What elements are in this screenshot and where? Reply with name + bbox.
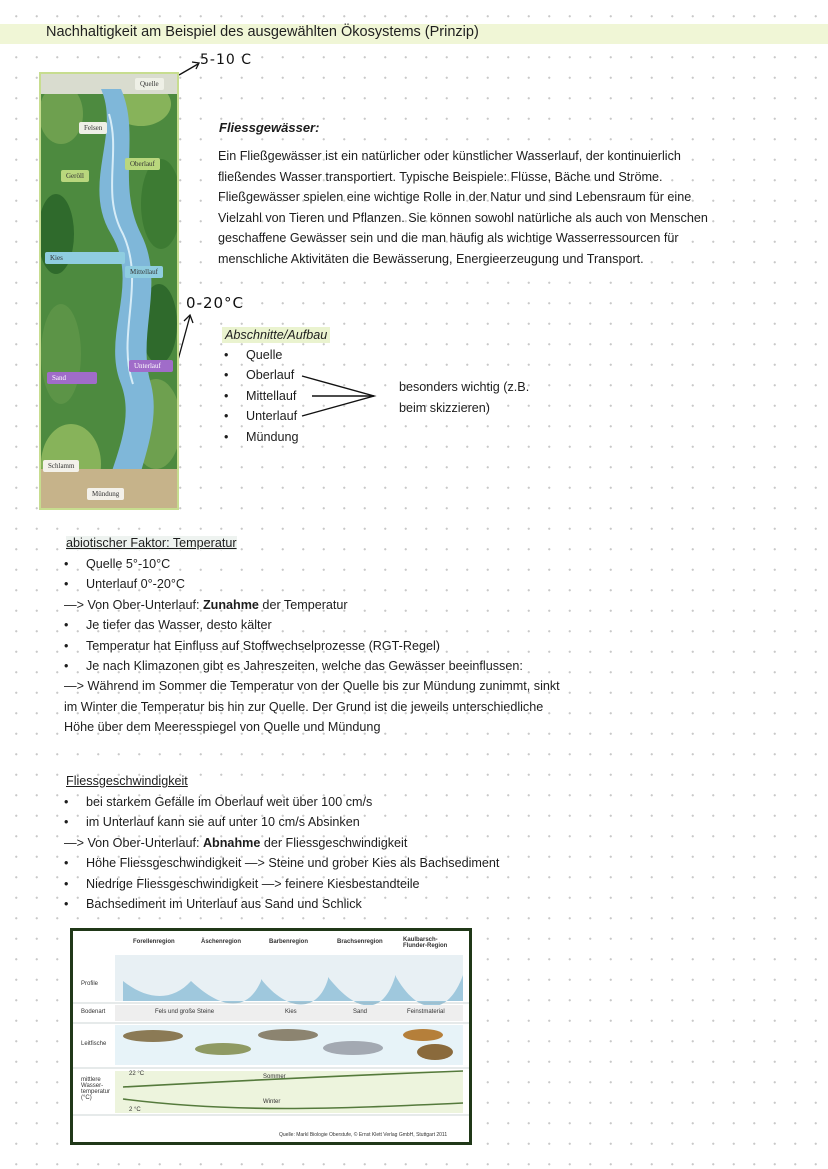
- temp-low-label: 2 °C: [129, 1107, 141, 1113]
- annotation-temp-source: 5-10 C: [200, 52, 252, 68]
- list-item: • Oberlauf: [224, 368, 295, 383]
- river-label-sand: Sand: [47, 372, 97, 384]
- temperature-list: [64, 554, 664, 738]
- region-kaulbarsch: Kaulbarsch- Flunder-Region: [403, 937, 448, 949]
- annotation-temp-range: 0-20°C: [186, 294, 245, 312]
- region-brachse: Brachsenregion: [337, 939, 383, 945]
- soil-label: Sand: [353, 1009, 368, 1015]
- river-label-schlamm: Schlamm: [43, 460, 79, 472]
- winter-label: Winter: [263, 1099, 281, 1105]
- list-item: • Unterlauf 0°-20°C: [64, 577, 185, 592]
- intro-paragraph: [218, 146, 778, 269]
- list-item: • Unterlauf: [224, 409, 298, 424]
- river-label-mittellauf: Mittellauf: [125, 266, 163, 278]
- temperature-paragraph-line: im Winter die Temperatur bis hin zur Quelle. Der Grund ist die jeweils unterschiedliche: [64, 699, 544, 714]
- soil-label: Kies: [285, 1009, 297, 1015]
- sections-bracket-arrow: [298, 372, 382, 422]
- intro-heading: Fliessgewässer:: [219, 120, 320, 135]
- intro-line: Vielzahl von Tieren und Pflanzen. Sie können sowohl natürliche als auch von Menschen: [218, 210, 708, 225]
- temp-high-label: 22 °C: [129, 1071, 145, 1077]
- soil-label: Fels und große Steine: [155, 1009, 215, 1015]
- temperature-arrow-line: —> Von Ober-Unterlauf: Zunahme der Temperatur: [64, 597, 348, 612]
- region-forelle: Forellenregion: [133, 939, 175, 945]
- river-illustration: [39, 72, 179, 510]
- page-title: Nachhaltigkeit am Beispiel des ausgewählten Ökosystems (Prinzip): [46, 24, 479, 40]
- list-item: • Mündung: [224, 429, 299, 444]
- soil-label: Feinstmaterial: [407, 1009, 445, 1015]
- list-item: • Quelle: [224, 348, 283, 362]
- river-label-quelle: Quelle: [135, 78, 164, 90]
- sections-heading: Abschnitte/Aufbau: [222, 327, 330, 343]
- river-label-unterlauf: Unterlauf: [129, 360, 173, 372]
- river-label-geroell: Geröll: [61, 170, 89, 182]
- region-aesche: Äschenregion: [201, 939, 242, 945]
- intro-line: fließendes Wasser transportiert. Typische Beispiele: Flüsse, Bäche und Ströme.: [218, 169, 663, 184]
- list-item: • bei starkem Gefälle im Oberlauf weit über 100 cm/s: [64, 795, 373, 809]
- temperature-paragraph-line: —> Während im Sommer die Temperatur von der Quelle bis zur Mündung zunimmt, sinkt: [64, 679, 560, 694]
- intro-line: Ein Fließgewässer ist ein natürlicher oder künstlicher Wasserlauf, der kontinuierlich: [218, 149, 681, 163]
- region-barbe: Barbenregion: [269, 939, 309, 945]
- river-drawing: [41, 74, 177, 508]
- list-item: • Temperatur hat Einfluss auf Stoffwechselprozesse (RGT-Regel): [64, 638, 440, 653]
- row-label-fish: Leitfische: [81, 1041, 107, 1047]
- figure-source: Quelle: Markl Biologie Oberstufe, © Ernst Klett Verlag GmbH, Stuttgart 2011: [279, 1132, 448, 1138]
- flow-arrow-line: —> Von Ober-Unterlauf: Abnahme der Fliessgeschwindigkeit: [64, 835, 408, 850]
- list-item: • Je nach Klimazonen gibt es Jahreszeiten, welche das Gewässer beeinflussen:: [64, 659, 523, 674]
- list-item: • Quelle 5°-10°C: [64, 557, 171, 571]
- intro-line: Fließgewässer spielen eine wichtige Rolle in der Natur und sind Lebensraum für eine: [218, 190, 692, 204]
- river-label-kies: Kies: [45, 252, 125, 264]
- sections-note: besonders wichtig (z.B. beim skizzieren): [399, 380, 530, 415]
- river-label-oberlauf: Oberlauf: [125, 158, 160, 170]
- intro-line: menschliche Aktivitäten die Bewässerung, Energieerzeugung und Transport.: [218, 251, 644, 266]
- row-label-soil: Bodenart: [81, 1009, 106, 1015]
- river-label-muendung: Mündung: [87, 488, 124, 500]
- list-item: • Niedrige Fliessgeschwindigkeit —> feinere Kiesbestandteile: [64, 876, 420, 891]
- list-item: • Höhe Fliessgeschwindigkeit —> Steine und grober Kies als Bachsediment: [64, 856, 500, 871]
- row-label-temperature: mittlere Wasser-temperatur (°C): [81, 1077, 111, 1101]
- list-item: • Je tiefer das Wasser, desto kälter: [64, 618, 272, 633]
- temperature-heading: abiotischer Faktor: Temperatur: [66, 536, 237, 550]
- temperature-paragraph-line: Höhe über dem Meeresspiegel von Quelle und Mündung: [64, 720, 381, 735]
- list-item: • im Unterlauf kann sie auf unter 10 cm/s Absinken: [64, 815, 360, 830]
- river-label-felsen: Felsen: [79, 122, 107, 134]
- flow-list: [64, 792, 664, 914]
- list-item: • Mittellauf: [224, 388, 297, 403]
- summer-label: Sommer: [263, 1074, 286, 1080]
- list-item: • Bachsediment im Unterlauf aus Sand und Schlick: [64, 897, 362, 912]
- intro-line: geschaffene Gewässer sein und die man häufig als wichtige Wasserressourcen für: [218, 231, 679, 245]
- row-label-profile: Profile: [81, 981, 99, 987]
- flow-heading: Fliessgeschwindigkeit: [66, 774, 188, 788]
- sections-list: [224, 345, 299, 447]
- river-regions-figure: [70, 928, 472, 1145]
